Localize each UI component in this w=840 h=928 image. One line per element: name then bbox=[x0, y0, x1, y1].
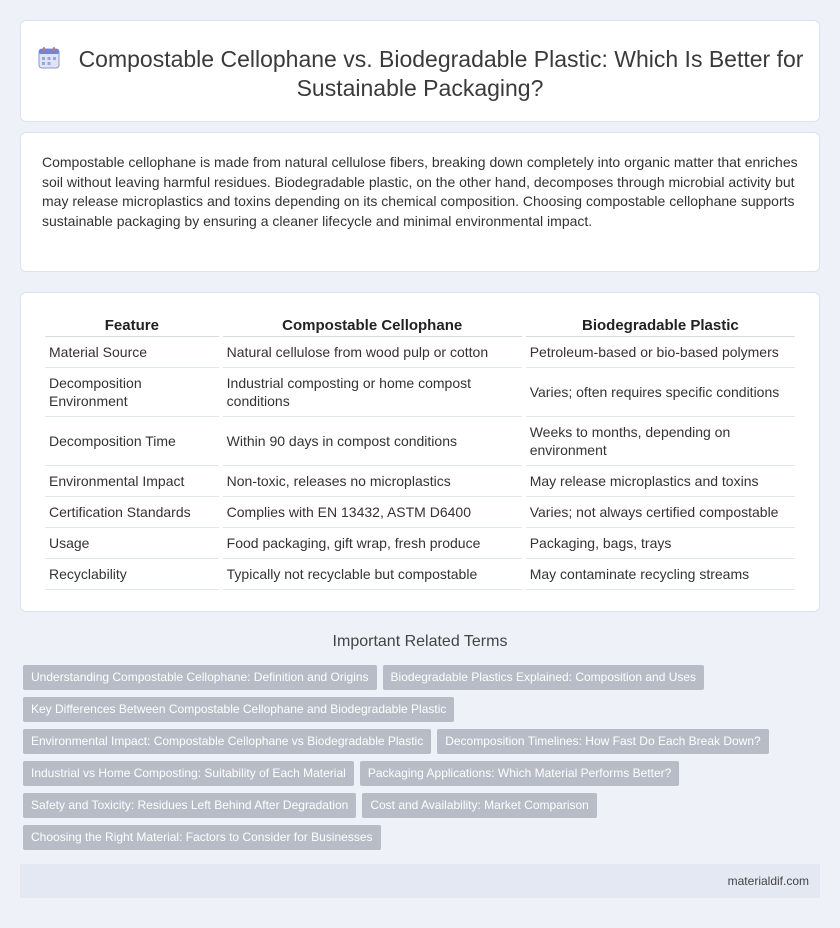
title-card bbox=[20, 20, 820, 122]
related-terms-list bbox=[23, 665, 817, 857]
table-cell-feature: Decomposition Environment bbox=[45, 368, 219, 417]
table-cell-cellophane: Typically not recyclable but compostable bbox=[223, 559, 522, 590]
table-cell-feature: Material Source bbox=[45, 337, 219, 368]
table-cell-cellophane: Industrial composting or home compost conditions bbox=[223, 368, 522, 417]
related-term-link[interactable]: Decomposition Timelines: How Fast Do Each Break Down? bbox=[437, 729, 768, 754]
related-term-link[interactable]: Industrial vs Home Composting: Suitability of Each Material bbox=[23, 761, 354, 786]
table-row bbox=[45, 417, 795, 466]
related-term-link[interactable]: Cost and Availability: Market Comparison bbox=[362, 793, 597, 818]
table-row bbox=[45, 559, 795, 590]
table-cell-plastic: May contaminate recycling streams bbox=[526, 559, 795, 590]
table-cell-cellophane: Non-toxic, releases no microplastics bbox=[223, 466, 522, 497]
table-cell-plastic: Varies; not always certified compostable bbox=[526, 497, 795, 528]
table-cell-cellophane: Food packaging, gift wrap, fresh produce bbox=[223, 528, 522, 559]
table-row bbox=[45, 497, 795, 528]
related-term-link[interactable]: Safety and Toxicity: Residues Left Behind After Degradation bbox=[23, 793, 356, 818]
table-row bbox=[45, 528, 795, 559]
summary-text: Compostable cellophane is made from natural cellulose fibers, breaking down completely into organic matter that enriches soil without leaving harmful residues. Biodegradable plastic, on the other hand, decomposes through microbial activity but may release microplastics and toxins depending on its chemical composition. Choosing compostable cellophane supports sustainable packaging by ensuring a cleaner lifecycle and minimal environmental impact. bbox=[42, 154, 798, 229]
table-cell-cellophane: Natural cellulose from wood pulp or cotton bbox=[223, 337, 522, 368]
table-row bbox=[45, 368, 795, 417]
related-term-link[interactable]: Understanding Compostable Cellophane: Definition and Origins bbox=[23, 665, 377, 690]
table-cell-plastic: Packaging, bags, trays bbox=[526, 528, 795, 559]
table-cell-feature: Environmental Impact bbox=[45, 466, 219, 497]
summary-card bbox=[20, 132, 820, 272]
table-cell-feature: Decomposition Time bbox=[45, 417, 219, 466]
table-cell-cellophane: Within 90 days in compost conditions bbox=[223, 417, 522, 466]
table-row bbox=[45, 466, 795, 497]
table-cell-feature: Recyclability bbox=[45, 559, 219, 590]
table-header-plastic: Biodegradable Plastic bbox=[526, 313, 795, 337]
comparison-table bbox=[41, 313, 799, 590]
page-title: Compostable Cellophane vs. Biodegradable Plastic: Which Is Better for Sustainable Packaging? bbox=[78, 46, 804, 101]
related-term-link[interactable]: Key Differences Between Compostable Cellophane and Biodegradable Plastic bbox=[23, 697, 454, 722]
table-header-feature: Feature bbox=[45, 313, 219, 337]
related-term-link[interactable]: Environmental Impact: Compostable Cellophane vs Biodegradable Plastic bbox=[23, 729, 431, 754]
related-term-link[interactable]: Biodegradable Plastics Explained: Composition and Uses bbox=[383, 665, 705, 690]
related-term-link[interactable]: Choosing the Right Material: Factors to Consider for Businesses bbox=[23, 825, 381, 850]
comparison-table-card bbox=[20, 292, 820, 612]
table-cell-plastic: Weeks to months, depending on environment bbox=[526, 417, 795, 466]
page-title-wrapper bbox=[21, 45, 819, 103]
table-cell-feature: Usage bbox=[45, 528, 219, 559]
related-terms-heading: Important Related Terms bbox=[332, 633, 508, 650]
table-cell-feature: Certification Standards bbox=[45, 497, 219, 528]
table-cell-plastic: Petroleum-based or bio-based polymers bbox=[526, 337, 795, 368]
table-header-cellophane: Compostable Cellophane bbox=[223, 313, 522, 337]
table-cell-plastic: Varies; often requires specific conditions bbox=[526, 368, 795, 417]
table-cell-cellophane: Complies with EN 13432, ASTM D6400 bbox=[223, 497, 522, 528]
table-cell-plastic: May release microplastics and toxins bbox=[526, 466, 795, 497]
footer-site-link[interactable]: materialdif.com bbox=[727, 874, 809, 888]
footer bbox=[20, 864, 820, 898]
related-term-link[interactable]: Packaging Applications: Which Material Performs Better? bbox=[360, 761, 679, 786]
calendar-icon bbox=[37, 46, 61, 70]
table-row bbox=[45, 337, 795, 368]
